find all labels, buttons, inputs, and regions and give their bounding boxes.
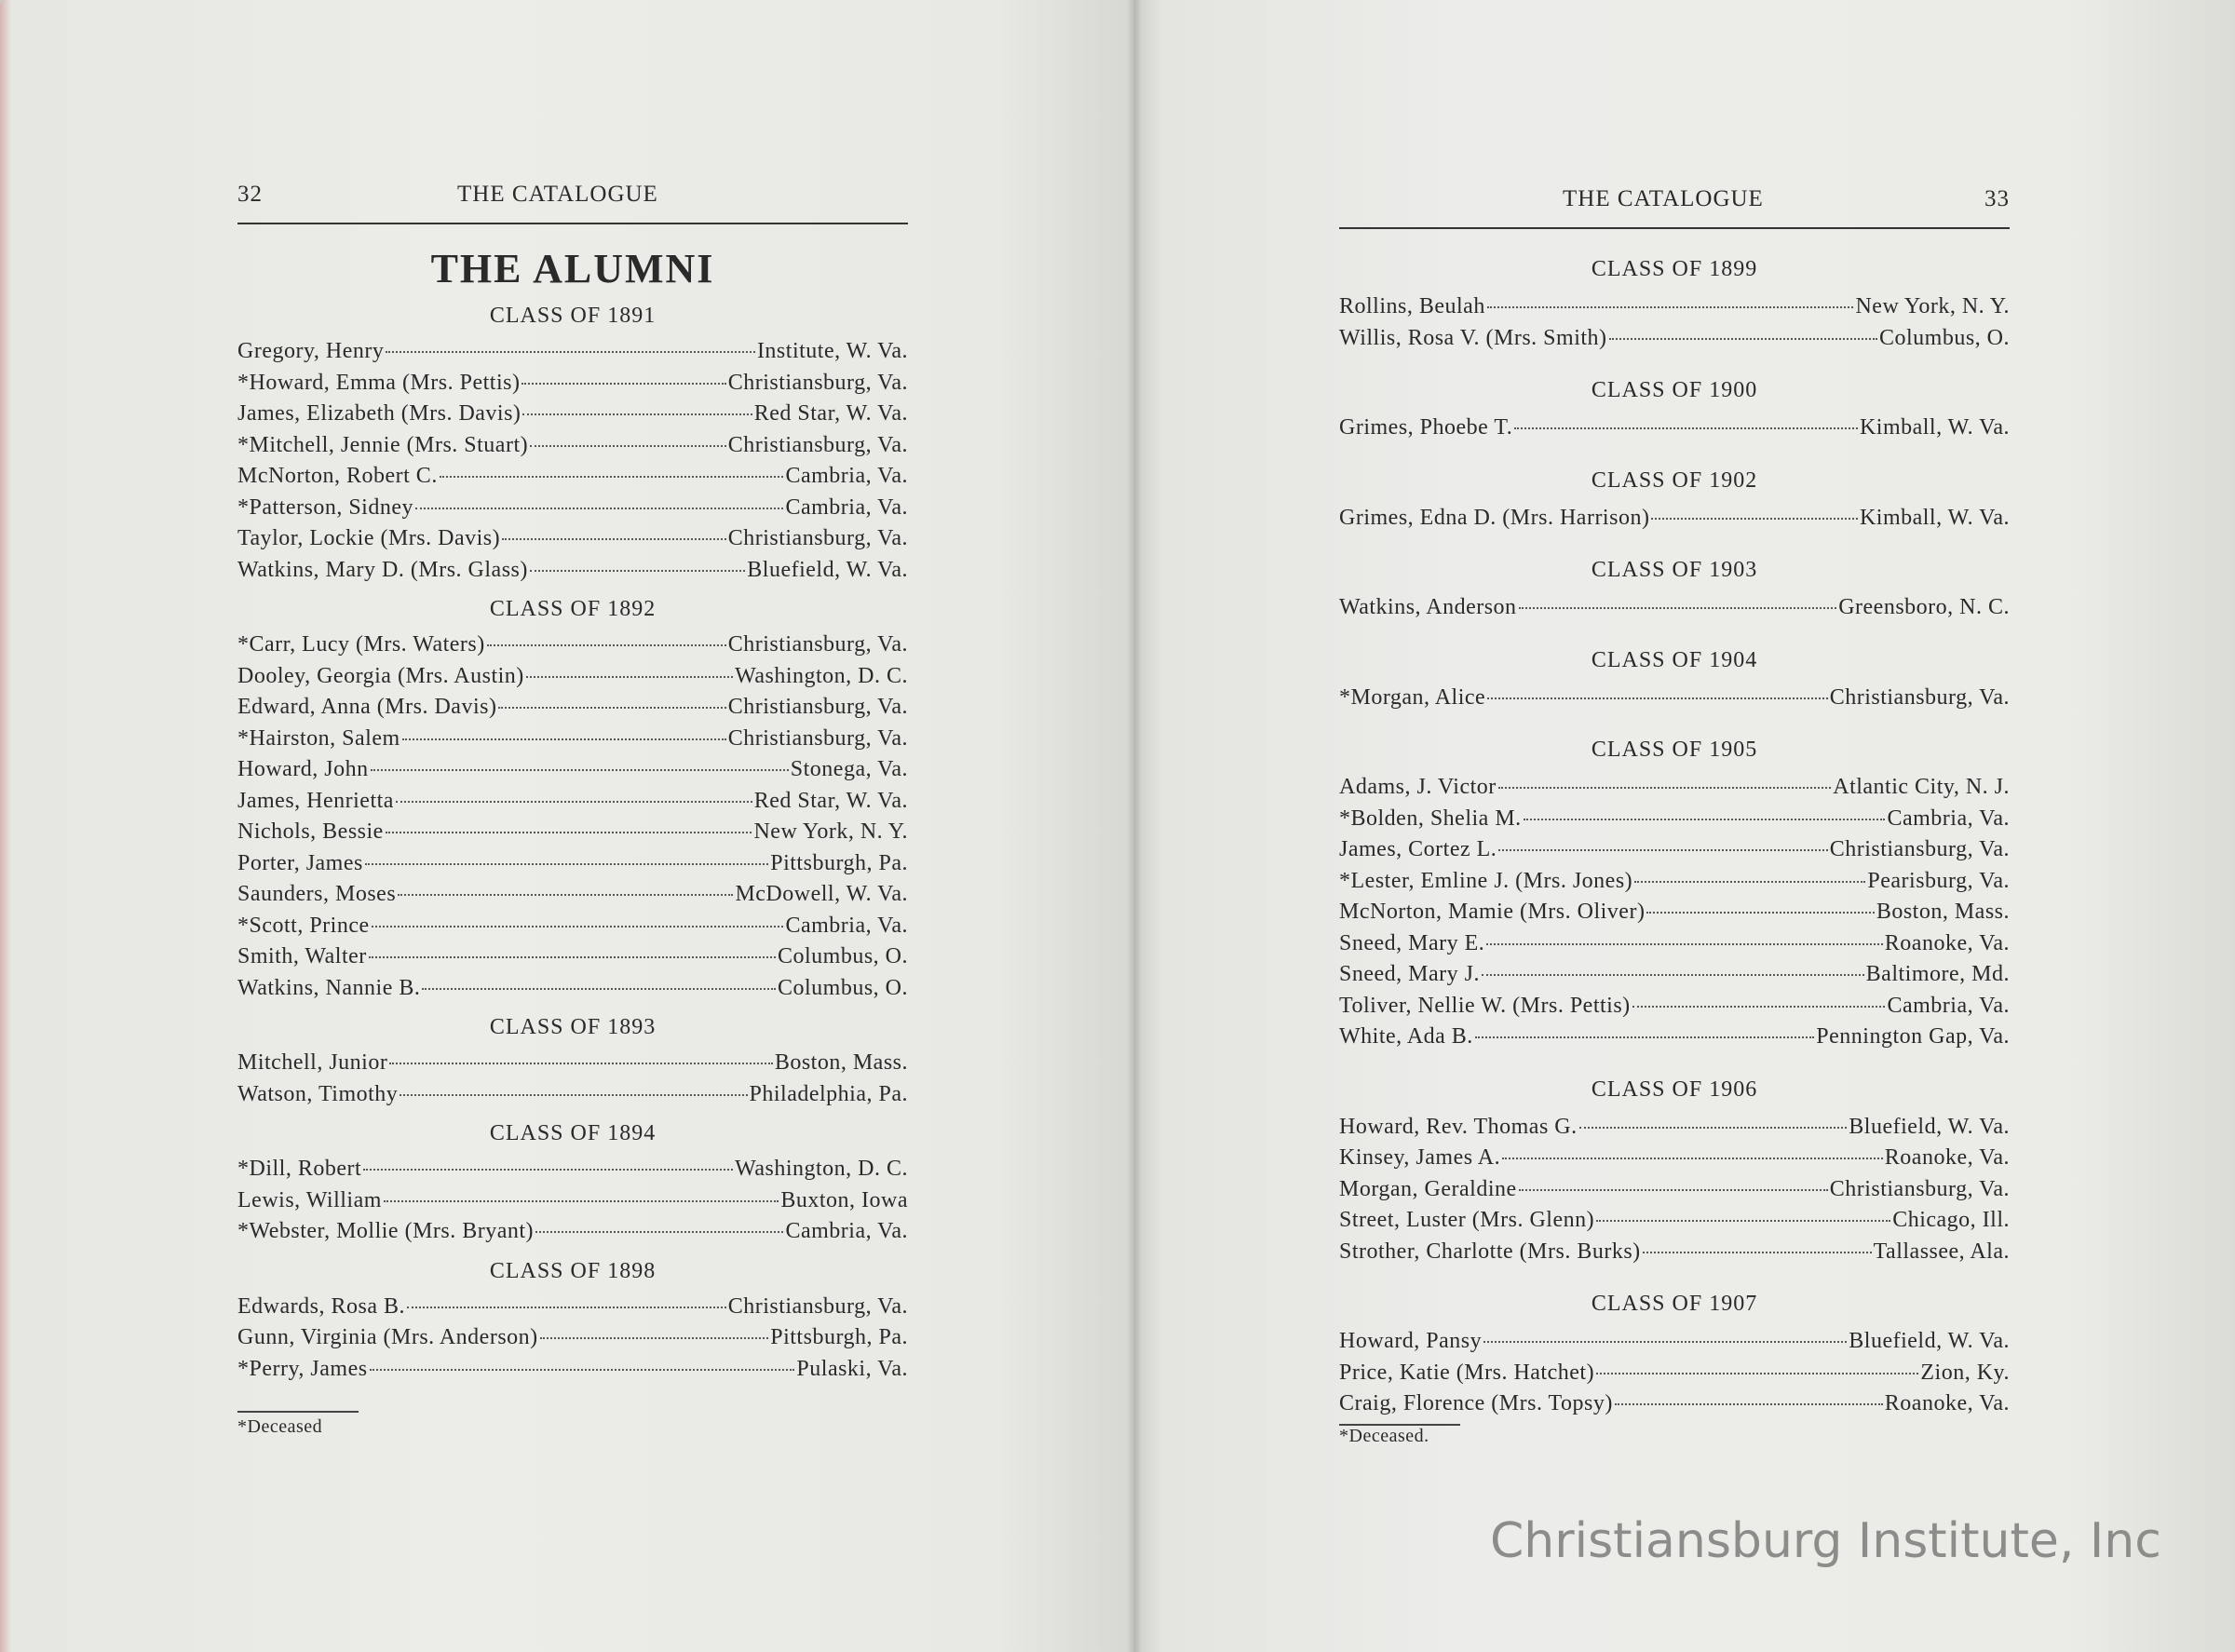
alumni-place: Pearisburg, Va. <box>1867 868 2010 893</box>
alumni-name: Craig, Florence (Mrs. Topsy) <box>1339 1391 1613 1415</box>
alumni-entry <box>1339 592 2010 624</box>
alumni-place: Atlantic City, N. J. <box>1833 775 2010 799</box>
alumni-place: Columbus, O. <box>777 975 908 1000</box>
alumni-name: Edwards, Rosa B. <box>237 1293 405 1319</box>
alumni-name: Lewis, William <box>237 1187 382 1212</box>
alumni-place: Bluefield, W. Va. <box>747 557 908 582</box>
alumni-name: Kinsey, James A. <box>1339 1145 1501 1170</box>
alumni-entry <box>1339 772 2010 804</box>
alumni-name: *Carr, Lucy (Mrs. Waters) <box>237 632 485 657</box>
class-heading: CLASS OF 1898 <box>489 1258 657 1283</box>
alumni-name: *Hairston, Salem <box>237 725 400 751</box>
alumni-name: Edward, Anna (Mrs. Davis) <box>237 695 497 719</box>
alumni-entry <box>237 555 908 587</box>
alumni-place: Christiansburg, Va. <box>727 526 908 550</box>
dot-leader <box>384 1200 779 1202</box>
alumni-name: James, Elizabeth (Mrs. Davis) <box>237 401 522 426</box>
dot-leader <box>422 988 776 990</box>
book-gutter <box>1127 0 1142 1652</box>
alumni-entry <box>237 941 908 973</box>
alumni-entry <box>237 1185 908 1217</box>
alumni-entry <box>237 1216 908 1248</box>
alumni-place: Boston, Mass. <box>1876 900 2010 924</box>
alumni-entry <box>1339 1174 2010 1206</box>
alumni-entry <box>1339 413 2010 444</box>
alumni-name: James, Cortez L. <box>1339 837 1497 861</box>
alumni-place: Cambria, Va. <box>1887 993 2010 1018</box>
alumni-place: Philadelphia, Pa. <box>749 1081 908 1106</box>
dot-leader <box>530 570 745 572</box>
alumni-name: Watson, Timothy <box>237 1081 399 1106</box>
alumni-place: Stonega, Va. <box>790 757 908 781</box>
alumni-entry <box>237 1154 908 1185</box>
alumni-place: Christiansburg, Va. <box>727 1293 908 1319</box>
dot-leader <box>407 1307 726 1308</box>
alumni-entry <box>237 630 908 661</box>
alumni-entry <box>237 661 908 693</box>
dot-leader <box>498 707 725 709</box>
alumni-entry <box>1339 1022 2010 1053</box>
dot-leader <box>370 1369 795 1371</box>
alumni-place: Cambria, Va. <box>785 1219 908 1243</box>
alumni-name: *Scott, Prince <box>237 913 370 938</box>
alumni-name: *Bolden, Shelia M. <box>1339 806 1522 831</box>
class-heading: CLASS OF 1903 <box>1591 558 1758 582</box>
dot-leader <box>398 894 733 896</box>
dot-leader <box>1502 1158 1883 1159</box>
alumni-place: Greensboro, N. C. <box>1838 595 2010 619</box>
alumni-name: Smith, Walter <box>237 944 367 968</box>
alumni-name: Grimes, Phoebe T. <box>1339 415 1513 440</box>
alumni-name: James, Henrietta <box>237 788 394 813</box>
alumni-name: *Mitchell, Jennie (Mrs. Stuart) <box>237 432 529 457</box>
alumni-name: Howard, Pansy <box>1339 1329 1483 1353</box>
dot-leader <box>389 1063 772 1064</box>
class-heading: CLASS OF 1904 <box>1591 647 1758 672</box>
alumni-name: Taylor, Lockie (Mrs. Davis) <box>237 526 501 550</box>
alumni-place: Buxton, Iowa <box>780 1187 908 1212</box>
alumni-entry <box>237 1079 908 1111</box>
alumni-place: Columbus, O. <box>1878 325 2010 350</box>
dot-leader <box>1579 1127 1848 1129</box>
alumni-entry <box>1339 683 2010 714</box>
page-number-right: 33 <box>1984 186 2010 211</box>
alumni-name: Howard, Rev. Thomas G. <box>1339 1114 1578 1139</box>
dot-leader <box>365 863 768 865</box>
alumni-entry <box>1339 959 2010 991</box>
alumni-name: McNorton, Robert C. <box>237 464 438 488</box>
alumni-name: *Howard, Emma (Mrs. Pettis) <box>237 370 521 395</box>
alumni-name: Strother, Charlotte (Mrs. Burks) <box>1339 1239 1641 1264</box>
alumni-place: Christiansburg, Va. <box>727 432 908 457</box>
alumni-place: Baltimore, Md. <box>1865 962 2010 986</box>
alumni-entry <box>237 786 908 818</box>
alumni-entry <box>1339 503 2010 535</box>
alumni-entry <box>237 692 908 724</box>
dot-leader <box>1486 943 1883 945</box>
alumni-entry <box>1339 1358 2010 1389</box>
alumni-entry <box>237 724 908 755</box>
alumni-entry <box>237 1048 908 1079</box>
alumni-name: Sneed, Mary J. <box>1339 962 1480 986</box>
alumni-place: Boston, Mass. <box>774 1050 908 1075</box>
alumni-entry <box>1339 323 2010 355</box>
alumni-entry <box>237 493 908 524</box>
dot-leader <box>1524 819 1886 820</box>
alumni-heading: THE ALUMNI <box>430 246 715 291</box>
dot-leader <box>1634 881 1865 883</box>
alumni-place: Roanoke, Va. <box>1884 1391 2010 1415</box>
alumni-place: Washington, D. C. <box>735 1157 908 1181</box>
alumni-name: Gregory, Henry <box>237 339 385 363</box>
alumni-entry <box>237 461 908 493</box>
alumni-entry <box>237 1354 908 1386</box>
alumni-entry <box>1339 1326 2010 1358</box>
dot-leader <box>1487 306 1854 308</box>
alumni-name: Mitchell, Junior <box>237 1050 388 1075</box>
right-class-list <box>1339 257 2010 1420</box>
alumni-entry <box>237 911 908 942</box>
dot-leader <box>1519 607 1837 609</box>
alumni-place: Cambria, Va. <box>785 913 908 938</box>
alumni-entry <box>237 848 908 880</box>
class-heading: CLASS OF 1907 <box>1591 1292 1758 1316</box>
alumni-place: Pittsburgh, Pa. <box>770 1325 908 1349</box>
alumni-place: Institute, W. Va. <box>756 339 908 363</box>
alumni-entry <box>237 336 908 368</box>
alumni-entry <box>237 973 908 1005</box>
alumni-name: Nichols, Bessie <box>237 819 384 844</box>
dot-leader <box>1514 427 1858 429</box>
alumni-place: Columbus, O. <box>777 944 908 968</box>
class-heading: CLASS OF 1899 <box>1591 257 1758 281</box>
footnote-rule-left <box>237 1411 359 1413</box>
dot-leader <box>386 832 752 833</box>
dot-leader <box>535 1231 783 1233</box>
dot-leader <box>369 956 776 958</box>
dot-leader <box>1482 974 1864 976</box>
alumni-place: Red Star, W. Va. <box>753 788 908 813</box>
alumni-place: Chicago, Ill. <box>1892 1208 2010 1232</box>
alumni-entry <box>1339 804 2010 835</box>
dot-leader <box>1475 1036 1814 1038</box>
dot-leader <box>487 644 726 646</box>
alumni-name: Watkins, Nannie B. <box>237 975 421 1000</box>
dot-leader <box>1643 1252 1872 1253</box>
alumni-name: Morgan, Geraldine <box>1339 1176 1517 1201</box>
running-title-left: THE CATALOGUE <box>457 182 658 207</box>
alumni-place: Pennington Gap, Va. <box>1816 1024 2010 1049</box>
dot-leader <box>440 476 784 478</box>
dot-leader <box>1609 338 1877 340</box>
dot-leader <box>1498 787 1831 789</box>
class-heading: CLASS OF 1902 <box>1591 467 1758 493</box>
alumni-name: Price, Katie (Mrs. Hatchet) <box>1339 1360 1595 1385</box>
alumni-place: Pittsburgh, Pa. <box>770 850 908 875</box>
alumni-place: Zion, Ky. <box>1920 1360 2010 1385</box>
watermark-text: Christiansburg Institute, Inc <box>1490 1513 2161 1569</box>
class-heading: CLASS OF 1906 <box>1591 1077 1758 1102</box>
left-page-content <box>237 182 908 1438</box>
dot-leader <box>522 413 752 415</box>
alumni-place: Bluefield, W. Va. <box>1849 1114 2010 1139</box>
alumni-place: Roanoke, Va. <box>1884 930 2010 955</box>
dot-leader <box>530 445 726 447</box>
dot-leader <box>526 676 733 678</box>
alumni-name: Saunders, Moses <box>237 882 397 906</box>
dot-leader <box>371 769 789 771</box>
page-number-left: 32 <box>237 182 263 207</box>
alumni-entry <box>1339 291 2010 323</box>
alumni-place: Christiansburg, Va. <box>1829 1176 2010 1201</box>
alumni-entry <box>237 399 908 430</box>
alumni-place: Christiansburg, Va. <box>727 725 908 751</box>
right-page-content <box>1339 186 2010 1447</box>
header-rule-right <box>1339 227 2010 229</box>
alumni-entry <box>237 1292 908 1323</box>
alumni-entry <box>237 1322 908 1354</box>
alumni-name: Porter, James <box>237 850 363 875</box>
alumni-place: Christiansburg, Va. <box>727 632 908 657</box>
dot-leader <box>400 1094 747 1096</box>
dot-leader <box>540 1337 769 1339</box>
alumni-name: *Webster, Mollie (Mrs. Bryant) <box>237 1219 535 1243</box>
class-heading: CLASS OF 1894 <box>489 1121 657 1145</box>
dot-leader <box>402 738 726 740</box>
left-class-list <box>237 304 908 1385</box>
class-heading: CLASS OF 1893 <box>489 1015 657 1039</box>
alumni-name: *Morgan, Alice <box>1339 684 1486 710</box>
dot-leader <box>1596 1373 1918 1374</box>
dot-leader <box>1498 849 1827 851</box>
alumni-place: Christiansburg, Va. <box>727 370 908 395</box>
header-rule-left <box>237 223 908 224</box>
alumni-entry <box>1339 1143 2010 1174</box>
alumni-name: Toliver, Nellie W. (Mrs. Pettis) <box>1339 993 1631 1018</box>
dot-leader <box>1483 1341 1847 1343</box>
running-title-right: THE CATALOGUE <box>1563 186 1764 211</box>
dot-leader <box>1646 912 1874 914</box>
alumni-place: Kimball, W. Va. <box>1859 505 2010 530</box>
class-heading: CLASS OF 1892 <box>489 597 657 621</box>
alumni-place: Red Star, W. Va. <box>753 401 908 426</box>
class-heading: CLASS OF 1905 <box>1591 738 1758 762</box>
left-running-head <box>237 182 908 223</box>
alumni-place: Kimball, W. Va. <box>1859 415 2010 440</box>
alumni-place: Cambria, Va. <box>785 494 908 520</box>
alumni-place: Washington, D. C. <box>735 663 908 688</box>
alumni-entry <box>1339 928 2010 960</box>
alumni-place: New York, N. Y. <box>1855 294 2010 318</box>
alumni-entry <box>1339 991 2010 1022</box>
dot-leader <box>396 801 752 803</box>
alumni-place: New York, N. Y. <box>753 819 908 844</box>
alumni-name: Watkins, Mary D. (Mrs. Glass) <box>237 557 528 582</box>
alumni-place: Christiansburg, Va. <box>1829 684 2010 710</box>
alumni-name: Grimes, Edna D. (Mrs. Harrison) <box>1339 505 1650 530</box>
alumni-entry <box>237 523 908 555</box>
dot-leader <box>415 508 783 509</box>
alumni-place: Roanoke, Va. <box>1884 1145 2010 1170</box>
alumni-place: Christiansburg, Va. <box>1829 837 2010 861</box>
dot-leader <box>372 926 784 928</box>
alumni-place: Bluefield, W. Va. <box>1849 1329 2010 1353</box>
footnote-left: *Deceased <box>237 1416 323 1437</box>
alumni-entry <box>237 879 908 911</box>
alumni-name: Street, Luster (Mrs. Glenn) <box>1339 1208 1595 1232</box>
alumni-entry <box>1339 1388 2010 1420</box>
alumni-name: Rollins, Beulah <box>1339 294 1485 318</box>
alumni-name: Adams, J. Victor <box>1339 775 1497 799</box>
alumni-name: *Lester, Emline J. (Mrs. Jones) <box>1339 868 1633 893</box>
alumni-entry <box>1339 866 2010 898</box>
class-heading: CLASS OF 1891 <box>489 304 657 328</box>
alumni-place: Cambria, Va. <box>1887 806 2010 831</box>
alumni-name: Howard, John <box>237 757 369 781</box>
alumni-name: Sneed, Mary E. <box>1339 930 1485 955</box>
dot-leader <box>1615 1403 1883 1405</box>
alumni-entry <box>1339 897 2010 928</box>
class-heading: CLASS OF 1900 <box>1591 378 1758 402</box>
alumni-entry <box>1339 1205 2010 1237</box>
alumni-entry <box>237 430 908 462</box>
dot-leader <box>386 351 755 353</box>
alumni-name: *Dill, Robert <box>237 1157 362 1181</box>
dot-leader <box>1596 1220 1890 1222</box>
alumni-entry <box>237 817 908 848</box>
alumni-name: McNorton, Mamie (Mrs. Oliver) <box>1339 900 1646 924</box>
alumni-entry <box>1339 1237 2010 1268</box>
alumni-name: White, Ada B. <box>1339 1024 1473 1049</box>
alumni-name: *Perry, James <box>237 1356 368 1381</box>
alumni-name: Dooley, Georgia (Mrs. Austin) <box>237 663 524 688</box>
alumni-place: Cambria, Va. <box>785 464 908 488</box>
alumni-entry <box>237 754 908 786</box>
alumni-name: *Patterson, Sidney <box>237 494 413 520</box>
alumni-name: Willis, Rosa V. (Mrs. Smith) <box>1339 325 1607 350</box>
dot-leader <box>363 1169 733 1171</box>
alumni-name: Watkins, Anderson <box>1339 595 1517 619</box>
alumni-place: Pulaski, Va. <box>796 1356 908 1381</box>
right-running-head <box>1339 186 2010 227</box>
alumni-place: Tallassee, Ala. <box>1873 1239 2010 1264</box>
dot-leader <box>1632 1006 1886 1008</box>
dot-leader <box>522 383 725 385</box>
footnote-right: *Deceased. <box>1339 1425 1429 1446</box>
alumni-place: McDowell, W. Va. <box>735 882 908 906</box>
alumni-entry <box>1339 834 2010 866</box>
alumni-name: Gunn, Virginia (Mrs. Anderson) <box>237 1325 538 1349</box>
dot-leader <box>502 538 726 540</box>
alumni-entry <box>237 368 908 399</box>
alumni-place: Christiansburg, Va. <box>727 695 908 719</box>
alumni-entry <box>1339 1112 2010 1144</box>
dot-leader <box>1519 1189 1828 1191</box>
dot-leader <box>1487 697 1828 699</box>
dot-leader <box>1651 518 1858 520</box>
